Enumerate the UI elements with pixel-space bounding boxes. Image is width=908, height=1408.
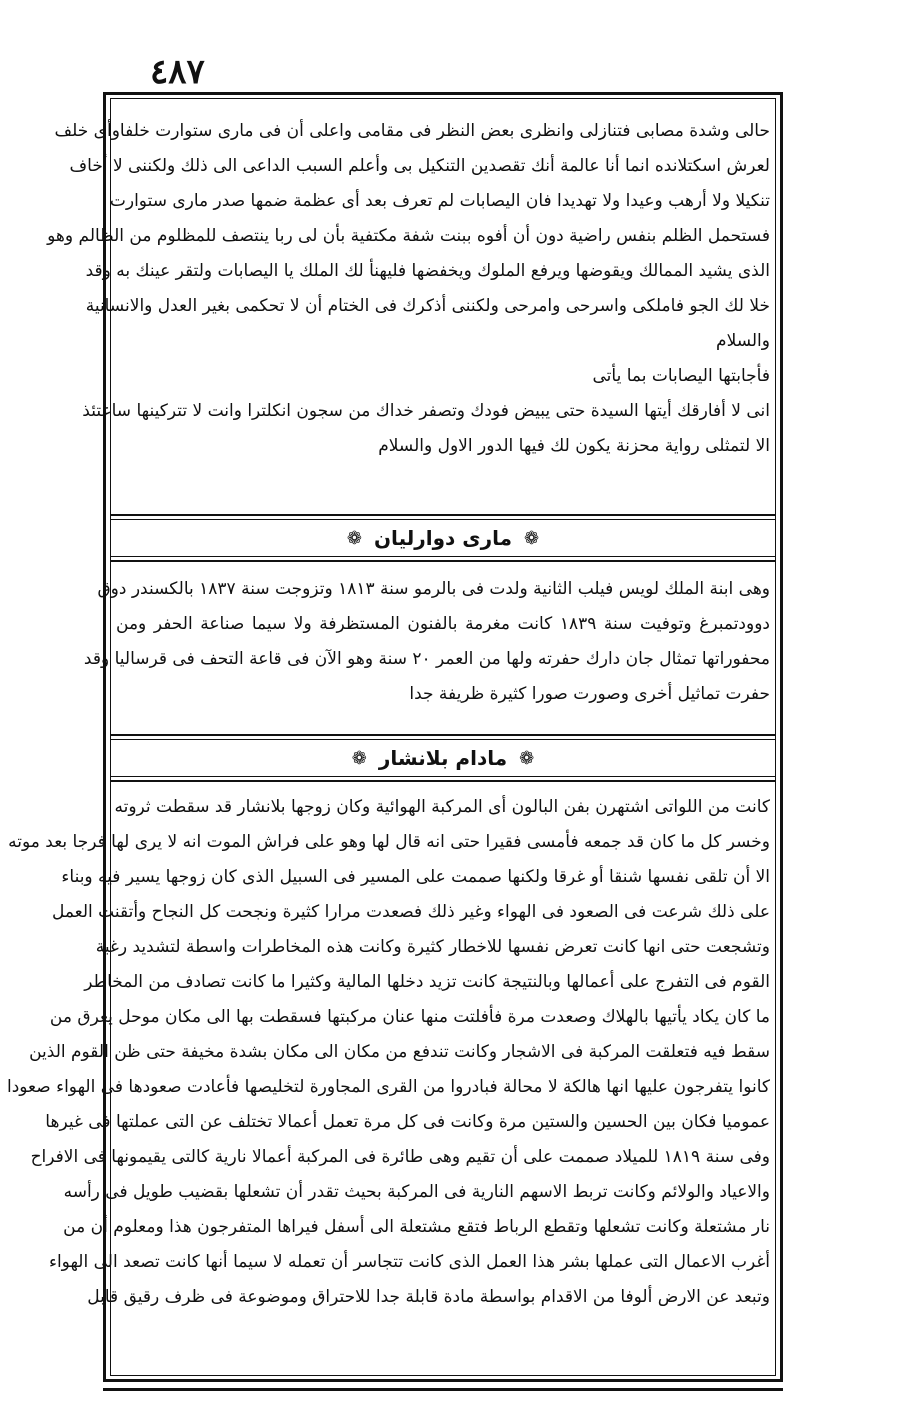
text-line: سقط فيه فتعلقت المركبة فى الاشجار وكانت تندفع من مكان الى مكان بشدة مخيفة حتى ظن القوم الذين <box>29 1042 770 1062</box>
text-line: تنكيلا ولا أرهب وعيدا ولا تهديدا فان اليصابات لم تعرف بعد أى عظمة ضمها صدر مارى ستوارت <box>109 191 770 211</box>
text-line: نار مشتعلة وكانت تشعلها وتقطع الرباط فتقع مشتعلة الى أسفل فيراها المتفرجون هذا ومعلوم أن من <box>63 1217 770 1237</box>
text-line: خلا لك الجو فاملكى واسرحى وامرحى ولكننى أذكرك فى الختام أن لا تحكمى بغير العدل والانسانية <box>85 296 770 316</box>
text-line: حالى وشدة مصابى فتنازلى وانظرى بعض النظر فى مقامى واعلى أن فى مارى ستوارت خلفاوأى خلف <box>54 121 770 141</box>
text-line: كانت من اللواتى اشتهرن بفن البالون أى المركبة الهوائية وكان زوجها بلانشار قد سقطت ثروته <box>114 797 770 817</box>
text-line: لعرش اسكتلانده انما أنا عالمة أنك تقصدين التنكيل بى وأعلم السبب الداعى الى ذلك ولكننى لا أخاف <box>69 156 770 176</box>
text-line: الا أن تلقى نفسها شنقا أو غرقا ولكنها صممت على المسير فى السبيل الذى كان زوجها يسير فيه وبناء <box>61 867 770 887</box>
madame-blanchard-section <box>6 790 770 1315</box>
text-line: فأجابتها اليصابات بما يأتى <box>592 366 770 386</box>
text-line: حفرت تماثيل أخرى وصورت صورا كثيرة ظريفة جدا <box>409 684 770 704</box>
ornament-icon: ❁ <box>519 747 535 769</box>
marie-dorleans-section <box>83 572 770 712</box>
text-line: وخسر كل ما كان قد جمعه فأمسى فقيرا حتى انه قال لها وهو على فراش الموت انه لا يرى لها فرجا بعد موته <box>8 832 770 852</box>
ornament-icon: ❁ <box>524 527 540 549</box>
text-line: فستحمل الظلم بنفس راضية دون أن أفوه ببنت شفة مكتفية بأن لى ربا ينتصف للمظلوم من الظالم وهو <box>47 226 770 246</box>
text-line: وتشجعت حتى انها كانت تعرض نفسها للاخطار كثيرة وكانت هذه المخاطرات واسطة لتشديد رغبة <box>95 937 770 957</box>
text-line: على ذلك شرعت فى الصعود فى الهواء وغير ذلك فصعدت مرارا كثيرة ونجحت كل النجاح وأتقنت العمل <box>51 902 770 922</box>
letter-continuation-section <box>47 114 770 464</box>
text-line: ما كان يكاد يأتيها بالهلاك وصعدت مرة فأفلتت منها عنان مركبتها فسقطت بها الى مكان موحل يغرق من <box>49 1007 770 1027</box>
text-line: محفوراتها تمثال جان دارك حفرته ولها من العمر ٢٠ سنة وهو الآن فى قاعة التحف فى قرساليا وقد <box>83 649 770 669</box>
text-line: دوودتمبرغ وتوفيت سنة ١٨٣٩ كانت مغرمة بالفنون المستظرفة ولا سيما صناعة الحفر ومن <box>116 614 770 634</box>
text-line: عموميا فكان بين الحسين والستين مرة وكانت فى كل مرة تعمل أعمالا تختلف عن التى عملتها فى غيرها <box>45 1112 770 1132</box>
text-line: انى لا أفارقك أيتها السيدة حتى يبيض فودك وتصفر خداك من سجون انكلترا وانت لا تتركينها ساعتئذ <box>82 401 770 421</box>
text-line: وفى سنة ١٨١٩ للميلاد صممت على أن تقيم وهى طائرة فى المركبة أعمالا نارية كالتى يقيمونها فى الافراح <box>30 1147 770 1167</box>
section-header-madame-blanchard <box>110 734 776 782</box>
section-title: مارى دوارليان <box>373 526 513 550</box>
text-line: وهى ابنة الملك لويس فيلب الثانية ولدت فى بالرمو سنة ١٨١٣ وتزوجت سنة ١٨٣٧ بالكسندر دوق <box>97 579 770 599</box>
text-line: القوم فى التفرج على أعمالها وبالنتيجة كانت تزيد دخلها المالية وكثيرا ما كانت تصادف من المخاطر <box>84 972 770 992</box>
text-line: الا لتمثلى رواية محزنة يكون لك فيها الدور الاول والسلام <box>378 436 770 456</box>
text-line: الذى يشيد الممالك ويقوضها ويرفع الملوك ويخفضها فليهنأ لك الملك يا اليصابات ولتقر عينك به وقد <box>85 261 770 281</box>
text-line: كانوا يتفرجون عليها انها هالكة لا محالة فبادروا من القرى المجاورة لتخليصها فأعادت صعودها فى الهواء صعودا <box>6 1077 770 1097</box>
ornament-icon: ❁ <box>346 527 362 549</box>
section-title: مادام بلانشار <box>378 746 508 770</box>
bottom-rule <box>103 1388 783 1391</box>
text-line: وتبعد عن الارض ألوفا من الاقدام بواسطة مادة قابلة جدا للاحتراق وموضوعة فى ظرف رقيق قابل <box>87 1287 770 1307</box>
ornament-icon: ❁ <box>351 747 367 769</box>
section-header-marie-dorleans <box>110 514 776 562</box>
text-line: والاعياد والولائم وكانت تربط الاسهم النارية فى المركبة بحيث تقدر أن تشعلها بقضيب طويل فى رأسه <box>63 1182 770 1202</box>
page-number: ٤٨٧ <box>150 52 205 92</box>
text-line: أغرب الاعمال التى عملها بشر هذا العمل الذى كانت تتجاسر أن تعمله لا سيما أنها كانت تصعد الى الهواء <box>48 1252 770 1272</box>
text-line: والسلام <box>716 331 770 351</box>
